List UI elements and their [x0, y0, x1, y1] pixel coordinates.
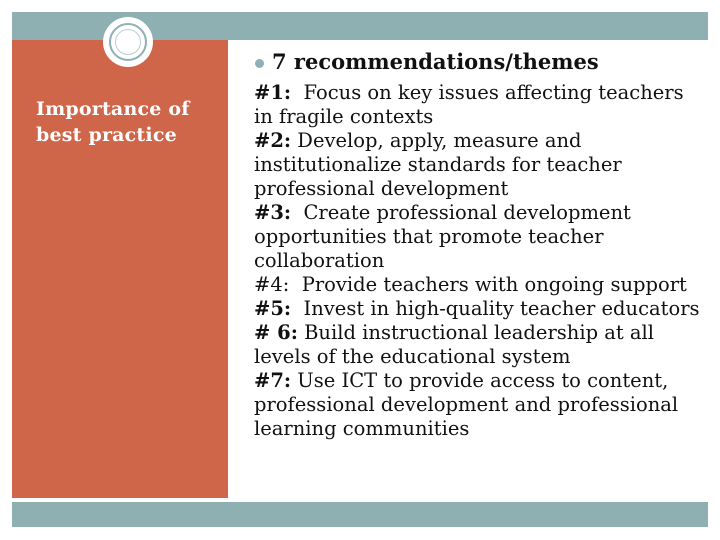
list-item [254, 129, 704, 201]
main-content [254, 48, 704, 441]
item-text: Invest in high-quality teacher educators [291, 297, 700, 320]
section-heading-text: 7 recommendations/themes [272, 49, 599, 74]
item-number: #1: [254, 81, 292, 104]
list-item [254, 273, 704, 297]
item-number: #3: [254, 201, 292, 224]
list-item [254, 81, 704, 129]
item-text: Build instructional leadership at all levels of the educational system [254, 321, 661, 368]
item-number: #2: [254, 129, 292, 152]
item-text: Develop, apply, measure and institutionalize standards for teacher professional development [254, 129, 628, 200]
section-heading [254, 48, 704, 76]
sidebar-title-line-2: best practice [36, 124, 177, 146]
ring-medallion-icon [103, 17, 153, 67]
sidebar-title-line-1: Importance of [36, 98, 190, 120]
list-item [254, 321, 704, 369]
item-text: Provide teachers with ongoing support [289, 273, 687, 296]
item-number: #5: [254, 297, 292, 320]
list-item [254, 201, 704, 273]
item-number: #4: [254, 273, 290, 296]
medallion-inner-ring [115, 29, 141, 55]
circle-bullet-icon [255, 59, 264, 68]
list-item [254, 297, 704, 321]
item-text: Focus on key issues affecting teachers in fragile contexts [254, 81, 690, 128]
item-number: #7: [254, 369, 292, 392]
list-item [254, 369, 704, 441]
item-text: Use ICT to provide access to content, professional development and professional learning communities [254, 369, 685, 440]
bottom-decorative-band [12, 502, 708, 527]
sidebar-title [36, 96, 221, 148]
item-number: # 6: [254, 321, 298, 344]
item-text: Create professional development opportunities that promote teacher collaboration [254, 201, 638, 272]
